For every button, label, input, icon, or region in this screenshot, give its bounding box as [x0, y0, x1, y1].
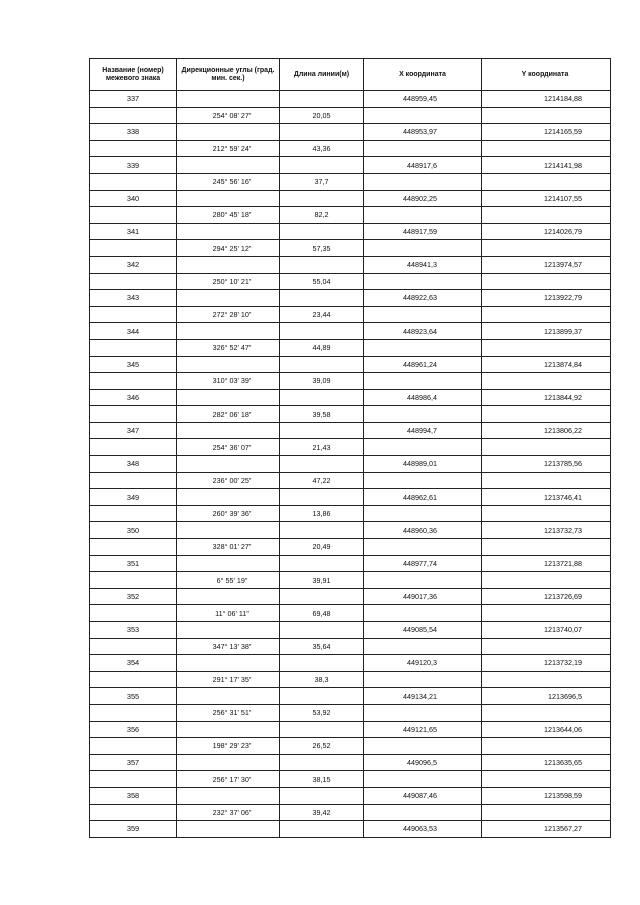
cell-line-length [280, 323, 364, 339]
cell-marker-name [90, 705, 177, 721]
cell-direction-angle: 272° 28' 10" [177, 307, 280, 323]
cell-line-length: 38,15 [280, 771, 364, 787]
cell-line-length [280, 91, 364, 107]
cell-x-coordinate: 448961,24 [364, 357, 482, 373]
cell-marker-name [90, 771, 177, 787]
cell-marker-name: 343 [90, 290, 177, 306]
cell-x-coordinate [364, 373, 482, 389]
cell-y-coordinate: 1214141,98 [544, 160, 582, 170]
table-row [90, 290, 610, 307]
cell-line-length: 44,89 [280, 340, 364, 356]
cell-y-coordinate: 1213746,41 [544, 492, 582, 502]
cell-line-length [280, 290, 364, 306]
table-row [90, 639, 610, 656]
cell-y-coordinate: 1214165,59 [544, 127, 582, 137]
cell-x-coordinate: 449120,3 [364, 655, 482, 671]
table-row [90, 124, 610, 141]
cell-direction-angle [177, 224, 280, 240]
table-row [90, 390, 610, 407]
cell-x-coordinate: 448917,59 [364, 224, 482, 240]
cell-direction-angle [177, 788, 280, 804]
cell-x-coordinate [364, 771, 482, 787]
cell-y-coordinate: 1213726,69 [544, 592, 582, 602]
cell-direction-angle: 294° 25' 12" [177, 240, 280, 256]
cell-y-coordinate [482, 373, 608, 389]
table-row [90, 439, 610, 456]
cell-marker-name: 347 [90, 423, 177, 439]
table-row [90, 257, 610, 274]
cell-marker-name: 346 [90, 390, 177, 406]
cell-y-coordinate [482, 639, 608, 655]
cell-direction-angle [177, 323, 280, 339]
cell-x-coordinate [364, 506, 482, 522]
cell-marker-name [90, 539, 177, 555]
cell-x-coordinate: 449085,54 [364, 622, 482, 638]
cell-x-coordinate [364, 473, 482, 489]
cell-line-length [280, 191, 364, 207]
cell-y-coordinate [482, 207, 608, 223]
cell-marker-name [90, 174, 177, 190]
header-line-length: Длина линии(м) [280, 59, 364, 90]
cell-direction-angle: 328° 01' 27" [177, 539, 280, 555]
cell-direction-angle: 254° 36' 07" [177, 439, 280, 455]
cell-marker-name [90, 605, 177, 621]
cell-y-coordinate [482, 340, 608, 356]
cell-marker-name [90, 439, 177, 455]
cell-y-coordinate [482, 439, 608, 455]
cell-direction-angle [177, 589, 280, 605]
cell-marker-name: 359 [90, 821, 177, 837]
cell-y-coordinate: 1214184,88 [544, 94, 582, 104]
cell-x-coordinate [364, 539, 482, 555]
cell-x-coordinate: 449096,5 [364, 755, 482, 771]
cell-y-coordinate: 1213922,79 [544, 293, 582, 303]
table-row [90, 340, 610, 357]
table-row [90, 605, 610, 622]
cell-y-coordinate [482, 406, 608, 422]
cell-x-coordinate [364, 738, 482, 754]
cell-marker-name: 338 [90, 124, 177, 140]
cell-marker-name: 352 [90, 589, 177, 605]
cell-y-coordinate [482, 141, 608, 157]
cell-direction-angle [177, 655, 280, 671]
cell-direction-angle: 256° 17' 30" [177, 771, 280, 787]
cell-marker-name: 353 [90, 622, 177, 638]
cell-line-length [280, 224, 364, 240]
table-row [90, 522, 610, 539]
cell-direction-angle [177, 755, 280, 771]
cell-line-length [280, 589, 364, 605]
cell-marker-name [90, 738, 177, 754]
cell-line-length [280, 257, 364, 273]
cell-line-length: 20,49 [280, 539, 364, 555]
cell-x-coordinate [364, 672, 482, 688]
table-row [90, 91, 610, 108]
table-row [90, 456, 610, 473]
cell-marker-name: 351 [90, 556, 177, 572]
cell-y-coordinate: 1213696,5 [548, 691, 582, 701]
cell-x-coordinate [364, 605, 482, 621]
cell-line-length: 26,52 [280, 738, 364, 754]
cell-x-coordinate: 448923,64 [364, 323, 482, 339]
cell-line-length [280, 655, 364, 671]
cell-marker-name [90, 373, 177, 389]
cell-direction-angle [177, 556, 280, 572]
table-row [90, 539, 610, 556]
cell-marker-name [90, 340, 177, 356]
cell-marker-name [90, 506, 177, 522]
cell-x-coordinate [364, 274, 482, 290]
cell-line-length [280, 489, 364, 505]
cell-direction-angle [177, 124, 280, 140]
table-row [90, 572, 610, 589]
cell-x-coordinate: 448962,61 [364, 489, 482, 505]
cell-marker-name: 354 [90, 655, 177, 671]
cell-line-length: 47,22 [280, 473, 364, 489]
cell-x-coordinate [364, 240, 482, 256]
cell-marker-name: 342 [90, 257, 177, 273]
table-row [90, 274, 610, 291]
cell-x-coordinate [364, 572, 482, 588]
cell-x-coordinate: 449087,46 [364, 788, 482, 804]
cell-direction-angle: 256° 31' 51" [177, 705, 280, 721]
cell-x-coordinate: 448959,45 [364, 91, 482, 107]
cell-marker-name [90, 639, 177, 655]
cell-y-coordinate [482, 108, 608, 124]
cell-y-coordinate [482, 572, 608, 588]
cell-line-length [280, 124, 364, 140]
cell-x-coordinate [364, 108, 482, 124]
table-row [90, 755, 610, 772]
cell-y-coordinate: 1213974,57 [544, 260, 582, 270]
cell-direction-angle: 11° 06' 11" [177, 605, 280, 621]
table-row [90, 589, 610, 606]
cell-y-coordinate: 1214107,55 [544, 193, 582, 203]
cell-line-length [280, 722, 364, 738]
cell-line-length: 53,92 [280, 705, 364, 721]
table-row [90, 323, 610, 340]
cell-marker-name [90, 805, 177, 821]
table-row [90, 141, 610, 158]
table-row [90, 489, 610, 506]
table-row [90, 473, 610, 490]
cell-line-length: 43,36 [280, 141, 364, 157]
cell-direction-angle [177, 622, 280, 638]
cell-direction-angle [177, 688, 280, 704]
cell-y-coordinate [482, 240, 608, 256]
cell-marker-name: 356 [90, 722, 177, 738]
cell-direction-angle [177, 191, 280, 207]
table-row [90, 224, 610, 241]
cell-direction-angle: 260° 39' 36" [177, 506, 280, 522]
table-row [90, 722, 610, 739]
cell-direction-angle: 6° 55' 19" [177, 572, 280, 588]
cell-y-coordinate: 1213598,59 [544, 791, 582, 801]
cell-y-coordinate [482, 307, 608, 323]
cell-direction-angle [177, 390, 280, 406]
cell-x-coordinate [364, 207, 482, 223]
table-row [90, 771, 610, 788]
cell-marker-name [90, 108, 177, 124]
table-row [90, 805, 610, 822]
cell-x-coordinate: 448986,4 [364, 390, 482, 406]
cell-x-coordinate [364, 307, 482, 323]
cell-x-coordinate: 448989,01 [364, 456, 482, 472]
table-row [90, 821, 610, 837]
table-header [90, 59, 610, 91]
cell-y-coordinate: 1213635,65 [544, 758, 582, 768]
cell-marker-name [90, 207, 177, 223]
table-row [90, 738, 610, 755]
cell-marker-name [90, 672, 177, 688]
cell-marker-name: 358 [90, 788, 177, 804]
cell-y-coordinate [482, 473, 608, 489]
cell-direction-angle: 282° 06' 18" [177, 406, 280, 422]
cell-x-coordinate [364, 439, 482, 455]
table-row [90, 174, 610, 191]
cell-direction-angle [177, 290, 280, 306]
cell-direction-angle [177, 423, 280, 439]
cell-direction-angle [177, 257, 280, 273]
cell-marker-name [90, 473, 177, 489]
cell-direction-angle: 326° 52' 47" [177, 340, 280, 356]
table-row [90, 655, 610, 672]
cell-line-length [280, 357, 364, 373]
cell-direction-angle: 291° 17' 35" [177, 672, 280, 688]
cell-x-coordinate: 449017,36 [364, 589, 482, 605]
table-row [90, 622, 610, 639]
cell-y-coordinate: 1213732,73 [544, 525, 582, 535]
cell-line-length: 20,05 [280, 108, 364, 124]
cell-direction-angle: 212° 59' 24" [177, 141, 280, 157]
cell-line-length [280, 688, 364, 704]
cell-line-length: 39,58 [280, 406, 364, 422]
cell-marker-name [90, 406, 177, 422]
cell-marker-name [90, 307, 177, 323]
header-y-coordinate: Y координата [521, 70, 569, 78]
cell-y-coordinate: 1213740,07 [544, 625, 582, 635]
cell-x-coordinate: 448994,7 [364, 423, 482, 439]
cell-marker-name [90, 572, 177, 588]
cell-line-length [280, 622, 364, 638]
cell-x-coordinate: 448953,97 [364, 124, 482, 140]
cell-x-coordinate: 449134,21 [364, 688, 482, 704]
cell-direction-angle [177, 821, 280, 837]
cell-direction-angle: 347° 13' 38" [177, 639, 280, 655]
table-row [90, 423, 610, 440]
coordinates-table [89, 58, 611, 838]
cell-line-length: 57,35 [280, 240, 364, 256]
cell-line-length [280, 556, 364, 572]
cell-direction-angle: 310° 03' 39" [177, 373, 280, 389]
table-row [90, 688, 610, 705]
cell-line-length: 13,86 [280, 506, 364, 522]
cell-line-length [280, 755, 364, 771]
cell-y-coordinate: 1213567,27 [544, 824, 582, 834]
cell-x-coordinate [364, 174, 482, 190]
cell-marker-name: 355 [90, 688, 177, 704]
cell-y-coordinate: 1213644,06 [544, 724, 582, 734]
table-row [90, 307, 610, 324]
cell-y-coordinate [482, 174, 608, 190]
cell-marker-name: 339 [90, 157, 177, 173]
cell-y-coordinate [482, 605, 608, 621]
cell-direction-angle [177, 522, 280, 538]
cell-x-coordinate [364, 141, 482, 157]
cell-x-coordinate [364, 340, 482, 356]
cell-line-length [280, 390, 364, 406]
cell-direction-angle [177, 456, 280, 472]
cell-direction-angle: 250° 10' 21" [177, 274, 280, 290]
cell-x-coordinate [364, 805, 482, 821]
cell-marker-name: 337 [90, 91, 177, 107]
header-direction-angles: Дирекционные углы (град. мин. сек.) [177, 59, 280, 90]
cell-direction-angle: 236° 00' 25" [177, 473, 280, 489]
cell-marker-name: 357 [90, 755, 177, 771]
cell-x-coordinate: 448977,74 [364, 556, 482, 572]
cell-y-coordinate: 1213874,84 [544, 359, 582, 369]
cell-y-coordinate: 1213806,22 [544, 426, 582, 436]
cell-line-length: 35,64 [280, 639, 364, 655]
cell-line-length [280, 157, 364, 173]
cell-x-coordinate [364, 406, 482, 422]
cell-y-coordinate [482, 274, 608, 290]
cell-line-length: 23,44 [280, 307, 364, 323]
cell-y-coordinate: 1213721,88 [544, 558, 582, 568]
cell-x-coordinate: 448902,25 [364, 191, 482, 207]
cell-line-length: 69,48 [280, 605, 364, 621]
cell-direction-angle: 280° 45' 18" [177, 207, 280, 223]
cell-marker-name: 350 [90, 522, 177, 538]
table-row [90, 556, 610, 573]
cell-y-coordinate: 1213732,19 [544, 658, 582, 668]
cell-line-length: 39,42 [280, 805, 364, 821]
cell-x-coordinate: 448941,3 [364, 257, 482, 273]
cell-line-length: 21,43 [280, 439, 364, 455]
cell-y-coordinate [482, 738, 608, 754]
table-row [90, 705, 610, 722]
cell-line-length: 39,91 [280, 572, 364, 588]
cell-direction-angle [177, 357, 280, 373]
header-marker-name: Название (номер) межевого знака [90, 59, 177, 90]
cell-line-length [280, 788, 364, 804]
table-row [90, 506, 610, 523]
table-row [90, 191, 610, 208]
cell-y-coordinate [482, 506, 608, 522]
cell-x-coordinate: 449121,65 [364, 722, 482, 738]
cell-direction-angle [177, 91, 280, 107]
cell-y-coordinate: 1213844,92 [544, 392, 582, 402]
table-row [90, 207, 610, 224]
cell-x-coordinate: 448922,63 [364, 290, 482, 306]
cell-x-coordinate [364, 639, 482, 655]
table-row [90, 357, 610, 374]
cell-line-length: 37,7 [280, 174, 364, 190]
cell-line-length [280, 423, 364, 439]
cell-line-length: 38,3 [280, 672, 364, 688]
cell-y-coordinate: 1213785,56 [544, 459, 582, 469]
cell-marker-name: 345 [90, 357, 177, 373]
cell-marker-name [90, 141, 177, 157]
cell-x-coordinate: 449063,53 [364, 821, 482, 837]
cell-x-coordinate: 448960,36 [364, 522, 482, 538]
table-row [90, 672, 610, 689]
cell-line-length: 39,09 [280, 373, 364, 389]
cell-direction-angle [177, 722, 280, 738]
cell-y-coordinate [482, 771, 608, 787]
table-body [90, 91, 610, 837]
cell-line-length: 82,2 [280, 207, 364, 223]
cell-x-coordinate [364, 705, 482, 721]
cell-marker-name: 348 [90, 456, 177, 472]
table-row [90, 108, 610, 125]
table-row [90, 157, 610, 174]
header-x-coordinate: X координата [364, 59, 482, 90]
table-row [90, 373, 610, 390]
cell-x-coordinate: 448917,6 [364, 157, 482, 173]
cell-direction-angle: 254° 08' 27" [177, 108, 280, 124]
cell-y-coordinate [482, 705, 608, 721]
cell-y-coordinate [482, 805, 608, 821]
cell-marker-name [90, 240, 177, 256]
cell-marker-name: 349 [90, 489, 177, 505]
cell-direction-angle: 198° 29' 23" [177, 738, 280, 754]
cell-direction-angle: 245° 56' 16" [177, 174, 280, 190]
cell-line-length [280, 522, 364, 538]
cell-y-coordinate [482, 672, 608, 688]
table-row [90, 788, 610, 805]
cell-marker-name [90, 274, 177, 290]
table-row [90, 240, 610, 257]
cell-y-coordinate [482, 539, 608, 555]
cell-marker-name: 344 [90, 323, 177, 339]
cell-marker-name: 341 [90, 224, 177, 240]
cell-line-length [280, 821, 364, 837]
table-row [90, 406, 610, 423]
cell-y-coordinate: 1214026,79 [544, 227, 582, 237]
cell-y-coordinate: 1213899,37 [544, 326, 582, 336]
cell-marker-name: 340 [90, 191, 177, 207]
cell-direction-angle [177, 157, 280, 173]
cell-line-length: 55,04 [280, 274, 364, 290]
cell-direction-angle: 232° 37' 06" [177, 805, 280, 821]
cell-direction-angle [177, 489, 280, 505]
cell-line-length [280, 456, 364, 472]
